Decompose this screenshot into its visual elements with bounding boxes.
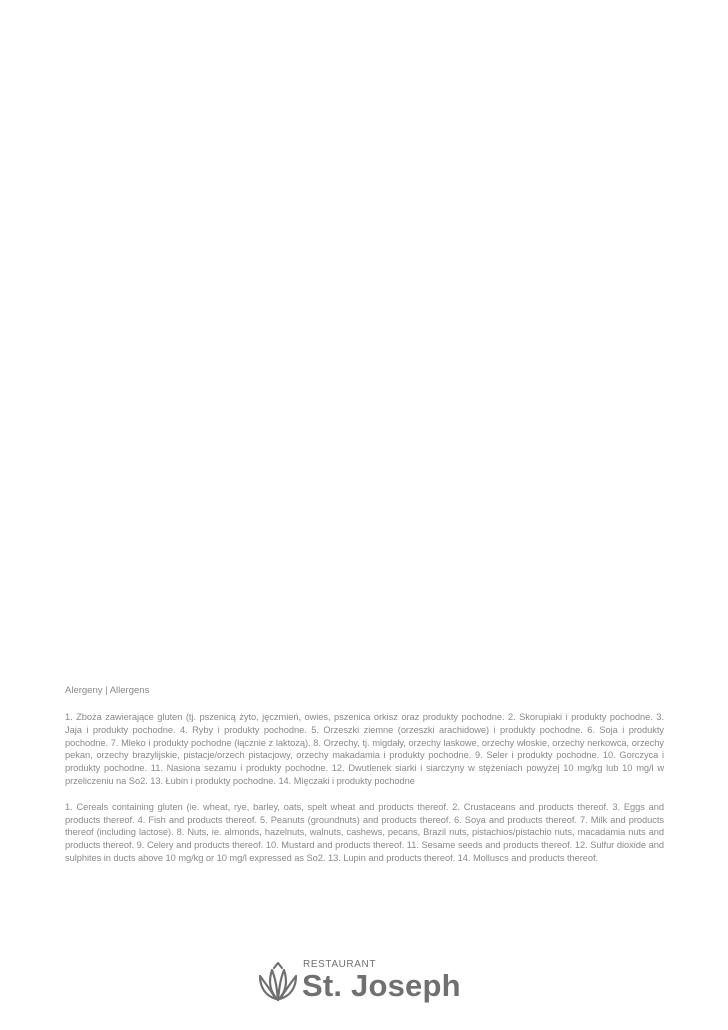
restaurant-logo (258, 958, 473, 1006)
logo-name: St. Joseph (302, 968, 461, 1003)
lotus-leaf-icon (258, 960, 298, 1002)
allergens-polish-text: 1. Zboża zawierające gluten (tj. pszenicą żyto, jęczmień, owies, pszenica orkisz oraz produkty pochodne. 2. Skorupiaki i produkty pochodne. 3. Jaja i produkty pochodne. 4. Ryby i produkty pochodne. 5. Orzeszki ziemne (orzeszki arachidowe) i produkty pochodne. 6. Soja i produkty pochodne. 7. Mleko i produkty pochodne (łącznie z laktozą). 8. Orzechy, tj. migdały, orzechy laskowe, orzechy włoskie, orzechy nerkowca, orzechy pekan, orzechy brazylijskie, pistacje/orzech pistacjowy, orzechy makadamia i produkty pochodne. 9. Seler i produkty pochodne. 10. Gorczyca i produkty pochodne. 11. Nasiona sezamu i produkty pochodne. 12. Dwutlenek siarki i siarczyny w stężeniach powyżej 10 mg/kg lub 10 mg/l w przeliczeniu na So2. 13. Łubin i produkty pochodne. 14. Mięczaki i produkty pochodne (65, 712, 664, 786)
logo-small-text: RESTAURANT (303, 959, 377, 970)
allergens-heading: Alergeny | Allergens (65, 685, 150, 696)
allergens-section (65, 684, 664, 878)
allergens-english-text: 1. Cereals containing gluten (ie. wheat, rye, barley, oats, spelt wheat and products thereof. 2. Crustaceans and products thereof. 3. Eggs and products thereof. 4. Fish and products thereof. 5. Peanuts (groundnuts) and products thereof. 6. Soya and products thereof. 7. Milk and products thereof (including lactose). 8. Nuts, ie. almonds, hazelnuts, walnuts, cashews, pecans, Brazil nuts, pistachios/pistachio nuts, macadamia nuts and products thereof. 9. Celery and products thereof. 10. Mustard and products thereof. 11. Sesame seeds and products thereof. 12. Sulfur dioxide and sulphites in ducts above 10 mg/kg or 10 mg/l expressed as So2. 13. Lupin and products thereof. 14. Molluscs and products thereof. (65, 801, 664, 863)
